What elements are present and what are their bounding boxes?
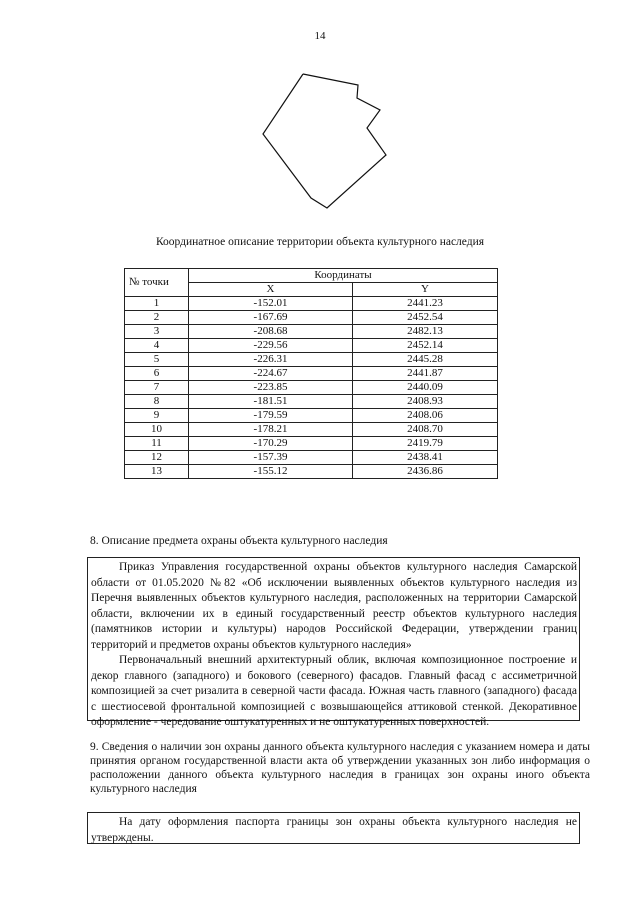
cell-y: 2408.70: [353, 423, 498, 437]
table-row: [125, 325, 498, 339]
table-row: [125, 451, 498, 465]
header-y: Y: [353, 283, 498, 297]
cell-x: -224.67: [189, 367, 353, 381]
cell-x: -208.68: [189, 325, 353, 339]
cell-point: 10: [125, 423, 189, 437]
cell-x: -178.21: [189, 423, 353, 437]
section-8-heading: 8. Описание предмета охраны объекта культурного наследия: [90, 535, 388, 547]
cell-x: -155.12: [189, 465, 353, 479]
section-9-heading: 9. Сведения о наличии зон охраны данного объекта культурного наследия с указанием номера и даты принятия органом государственной власти акта об утверждении указанных зон либо информация о расположении данного объекта культурного наследия в границах зон охраны иного объекта культурного наследия: [90, 741, 590, 795]
section-8-order-paragraph: Приказ Управления государственной охраны объектов культурного наследия Самарской области от 01.05.2020 №82 «Об исключении выявленных объектов культурного наследия из Перечня выявленных объектов культурного наследия, расположенных на территории Самарской области, включении их в единый государственный реестр объектов культурного наследия (памятников истории и культуры) народов Российской Федерации, утверждении границ территорий и предметов охраны объектов культурного наследия»: [91, 561, 577, 651]
cell-point: 2: [125, 311, 189, 325]
table-row: [125, 311, 498, 325]
header-point-number: № точки: [125, 269, 189, 297]
cell-x: -170.29: [189, 437, 353, 451]
cell-point: 13: [125, 465, 189, 479]
cell-x: -179.59: [189, 409, 353, 423]
cell-y: 2452.14: [353, 339, 498, 353]
cell-y: 2436.86: [353, 465, 498, 479]
table-row: [125, 297, 498, 311]
cell-x: -223.85: [189, 381, 353, 395]
section-8-content-box: [87, 557, 580, 728]
cell-point: 5: [125, 353, 189, 367]
cell-x: -157.39: [189, 451, 353, 465]
territory-plan-diagram: [255, 72, 395, 217]
table-row: [125, 409, 498, 423]
cell-point: 4: [125, 339, 189, 353]
table-row: [125, 353, 498, 367]
coordinates-table: [124, 268, 498, 479]
cell-point: 1: [125, 297, 189, 311]
cell-point: 12: [125, 451, 189, 465]
territory-boundary-outline: [263, 74, 386, 208]
cell-y: 2438.41: [353, 451, 498, 465]
table-row: [125, 423, 498, 437]
cell-y: 2419.79: [353, 437, 498, 451]
table-caption: Координатное описание территории объекта культурного наследия: [155, 236, 485, 248]
cell-point: 7: [125, 381, 189, 395]
cell-point: 9: [125, 409, 189, 423]
table-row: [125, 367, 498, 381]
cell-point: 11: [125, 437, 189, 451]
cell-x: -152.01: [189, 297, 353, 311]
section-8-description-paragraph: Первоначальный внешний архитектурный облик, включая композиционное построение и декор главного (западного) и бокового (северного) фасадов. Главный фасад с ассиметричной композицией за счет ризалита в северной части фасада. Южная часть главного (западного) фасада с шестиосевой фронтальной композицией с возвышающейся аттиковой стенкой. Декоративное оформление - чередование оштукатуренных и не оштукатуренных поверхностей.: [91, 654, 577, 728]
section-9-text: На дату оформления паспорта границы зон охраны объекта культурного наследия не утверждены.: [91, 816, 577, 844]
cell-y: 2408.93: [353, 395, 498, 409]
table-row: [125, 437, 498, 451]
cell-y: 2445.28: [353, 353, 498, 367]
header-x: X: [189, 283, 353, 297]
table-row: [125, 381, 498, 395]
section-9-content-box: [87, 812, 580, 844]
header-coordinates: Координаты: [189, 269, 498, 283]
cell-y: 2440.09: [353, 381, 498, 395]
cell-y: 2408.06: [353, 409, 498, 423]
cell-x: -226.31: [189, 353, 353, 367]
table-row: [125, 339, 498, 353]
table-row: [125, 465, 498, 479]
cell-x: -167.69: [189, 311, 353, 325]
table-row: [125, 395, 498, 409]
cell-point: 3: [125, 325, 189, 339]
cell-y: 2452.54: [353, 311, 498, 325]
cell-x: -229.56: [189, 339, 353, 353]
cell-x: -181.51: [189, 395, 353, 409]
cell-y: 2482.13: [353, 325, 498, 339]
cell-y: 2441.23: [353, 297, 498, 311]
cell-point: 6: [125, 367, 189, 381]
cell-y: 2441.87: [353, 367, 498, 381]
cell-point: 8: [125, 395, 189, 409]
page-number: 14: [314, 30, 326, 42]
